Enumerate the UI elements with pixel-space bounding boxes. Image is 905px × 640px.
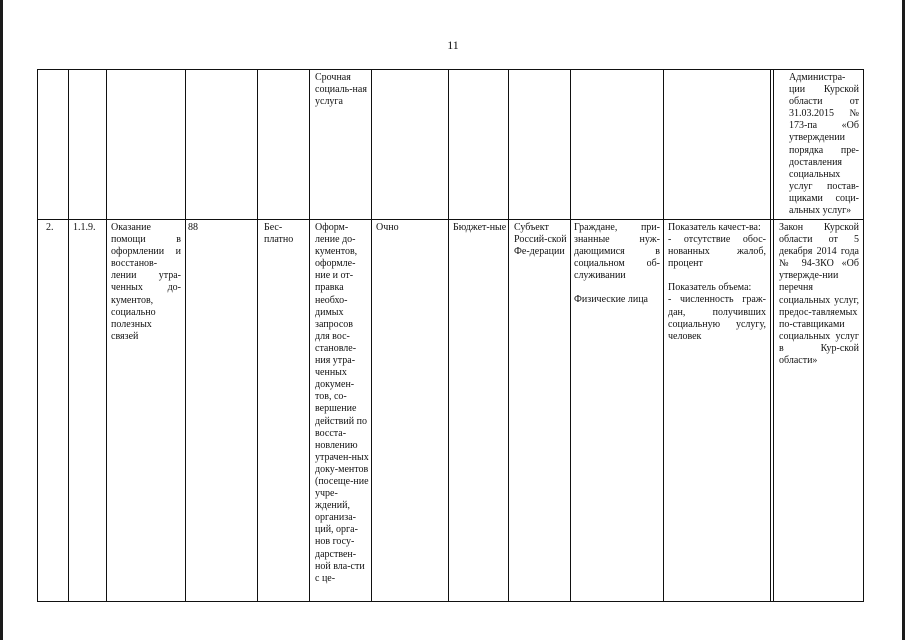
cell-payment-terms: Бес-платно [264,222,294,246]
column-divider [448,69,449,602]
recipient-category-individuals: Физические лица [574,294,648,306]
column-divider [68,69,69,602]
scan-edge-left [0,0,3,640]
row-divider [37,219,864,220]
cell-service-form: Очно [376,222,399,233]
table-left-border [37,69,38,602]
table-bottom-border [37,601,864,602]
page-number: 11 [447,38,459,52]
column-divider [663,69,664,602]
services-table [37,69,864,602]
cell-service-type-continued: Срочная социаль-ная услуга [315,72,367,108]
cell-recipient-category [574,222,660,307]
indicator-quality-value: - отсутствие обос-нованных жалоб, процент [668,234,766,270]
column-divider [508,69,509,602]
column-divider [185,69,186,602]
indicator-quality-label: Показатель качест-ва: [668,222,761,233]
cell-row-number: 2. [46,222,54,233]
cell-regulation: Закон Курской области от 5 декабря 2014 года № 94-ЗКО «Об утвержде-нии перечня социальных услуг, предос-тавляемых по-ставщиками социальных услуг в Кур-ской области» [779,222,859,367]
cell-service-code: 1.1.9. [73,222,96,233]
cell-service-content: Оформ-ление до-кументов, оформле-ние и от-правка необхо-димых запросов для вос-становле-ния утра-ченных докумен-тов, со-вершение действий по восста-новлению утрачен-ных доку-ментов (посеще-ние учре-ждений, организа-ций, орга-нов госу-дарствен-ной вла-сти с це- [315,222,369,584]
cell-service-name: Оказание помощи в оформлении и восстанов-лении утра-ченных до-кументов, социально полезных связей [111,222,181,342]
column-divider [371,69,372,602]
column-divider [309,69,310,602]
cell-budget-level: Субъект Россий-ской Фе-дерации [514,222,567,258]
table-top-border [37,69,864,70]
indicator-volume-value: - численность граж-дан, получивших социальную услугу, человек [668,294,766,342]
column-divider [570,69,571,602]
column-divider [770,69,771,602]
recipient-category-citizens: Граждане, при-знанные нуж-дающимися в социальном об-служивании [574,222,660,282]
column-divider [773,69,774,602]
cell-financing-source: Бюджет-ные [453,222,507,233]
column-divider [257,69,258,602]
cell-quality-indicators [668,222,766,343]
indicator-volume-label: Показатель объема: [668,282,752,294]
cell-recipient-count: 88 [188,222,198,233]
column-divider [106,69,107,602]
cell-regulation-continued: Администра-ции Курской области от 31.03.2015 № 173-па «Об утверждении порядка пре-доставления социальных услуг постав-щиками соци-альных услуг» [789,72,859,217]
table-right-border [863,69,864,602]
